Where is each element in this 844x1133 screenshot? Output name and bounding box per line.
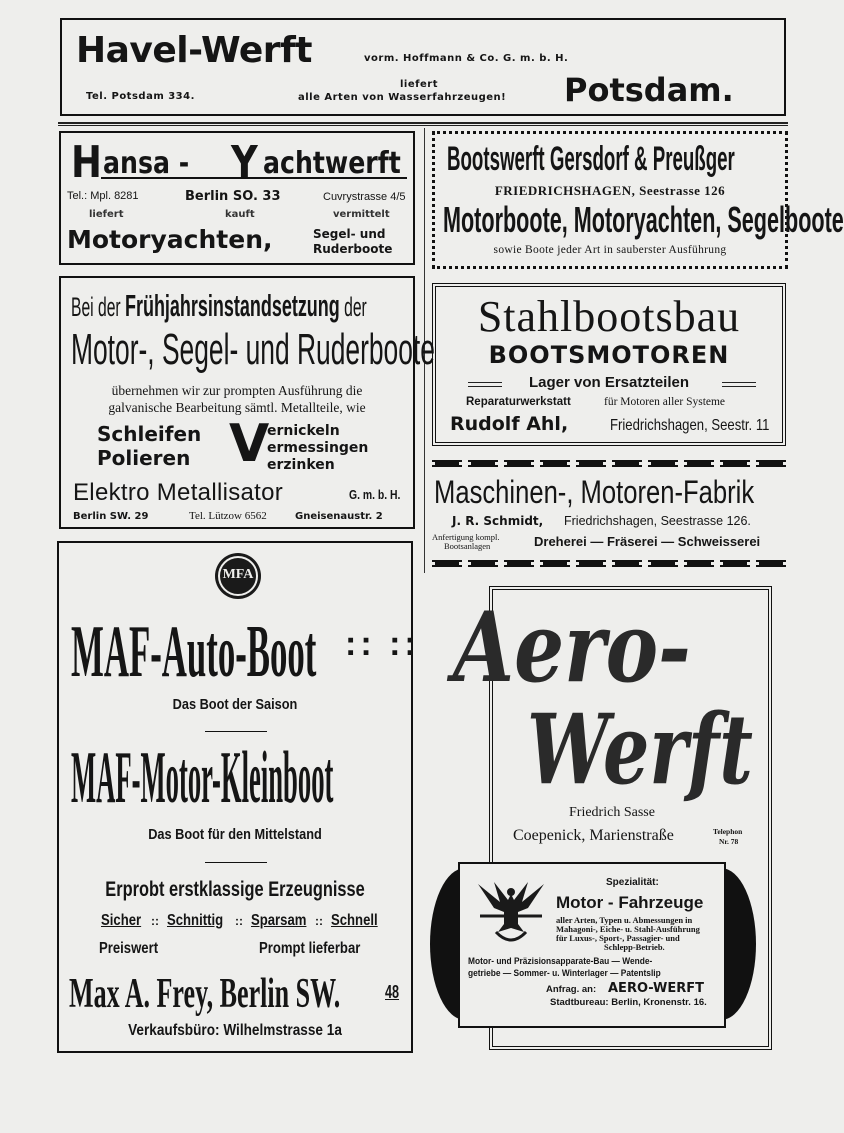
hansa-supplies: liefert bbox=[89, 209, 124, 220]
maschinen-top-bar bbox=[432, 460, 786, 467]
maf-divider-2 bbox=[205, 862, 267, 863]
maf-motor-kleinboot: MAF-Motor-Kleinboot bbox=[71, 737, 334, 819]
aero-address: Coepenick, Marienstraße bbox=[513, 827, 674, 844]
aero-tel-label: Telephon bbox=[713, 827, 743, 836]
elektro-big-v: V bbox=[229, 414, 270, 474]
stahl-address: Friedrichshagen, Seestr. 11 bbox=[610, 417, 770, 434]
maf-logo-text: MFA bbox=[222, 567, 254, 582]
top-divider bbox=[58, 122, 788, 126]
maschinen-title: Maschinen-, Motoren-Fabrik bbox=[434, 474, 755, 510]
maf-price: Preiswert bbox=[99, 940, 159, 957]
maschinen-fabrik-ad bbox=[432, 460, 786, 572]
stahlbootsbau-ad bbox=[432, 283, 786, 446]
maf-logo bbox=[215, 553, 261, 599]
elektro-line1-a: Bei der bbox=[71, 292, 125, 322]
hansa-sail: Segel- und bbox=[313, 227, 386, 241]
stahl-repair: Reparaturwerkstatt bbox=[466, 396, 571, 408]
aero-tel-number: Nr. 78 bbox=[719, 837, 739, 846]
elektro-tel: Tel. Lützow 6562 bbox=[189, 510, 267, 522]
stahl-repair-b: für Motoren aller Systeme bbox=[604, 396, 726, 408]
gersdorf-preussger-ad bbox=[432, 131, 844, 269]
gersdorf-title: Bootswerft Gersdorf & Preußger bbox=[447, 140, 735, 178]
maf-sep-2: :: bbox=[235, 914, 243, 928]
aero-owner: Friedrich Sasse bbox=[569, 805, 655, 820]
havel-werft-ad bbox=[60, 18, 786, 116]
aero-desc-3: für Luxus-, Sport-, Passagier- und bbox=[556, 933, 680, 943]
hansa-row: Ruderboote bbox=[313, 242, 393, 256]
aero-desc-2: Mahagoni-, Eiche- u. Stahl-Ausführung bbox=[556, 924, 700, 934]
maf-tagline-1: Das Boot der Saison bbox=[172, 696, 298, 713]
maf-owner: Max A. Frey, Berlin SW. bbox=[69, 971, 341, 1017]
elektro-polishing: Polieren bbox=[97, 446, 191, 470]
gersdorf-address: FRIEDRICHSHAGEN, Seestrasse 126 bbox=[494, 183, 726, 198]
stahl-stock: Lager von Ersatzteilen bbox=[528, 374, 690, 391]
aero-desc-1: aller Arten, Typen u. Abmessungen in bbox=[556, 915, 693, 925]
maf-fast: Schnell bbox=[331, 912, 378, 929]
hansa-cap-y: Y bbox=[231, 137, 258, 188]
maschinen-small1: Anfertigung kompl. bbox=[432, 532, 500, 542]
hansa-motoryachts: Motoryachten, bbox=[67, 225, 273, 254]
havel-werft-name: Havel-Werft bbox=[76, 30, 312, 71]
aero-inquiry: Anfrag. an: bbox=[546, 984, 597, 995]
elektro-company: Elektro Metallisator bbox=[73, 479, 284, 506]
aero-word: Aero- bbox=[453, 591, 691, 704]
elektro-line3: übernehmen wir zur prompten Ausführung die bbox=[111, 383, 363, 398]
maf-auto-boot: MAF-Auto-Boot bbox=[71, 611, 317, 693]
maf-delivery: Prompt lieferbar bbox=[259, 940, 361, 957]
werft-word: Werft bbox=[527, 693, 753, 806]
hansa-brokers: vermittelt bbox=[333, 209, 390, 220]
aero-inquiry-name: AERO-WERFT bbox=[608, 981, 705, 996]
eagle-icon bbox=[474, 876, 548, 948]
aero-more-2: getriebe — Sommer- u. Winterlager — Patentslip bbox=[468, 968, 661, 979]
havel-werft-supplies-2: alle Arten von Wasserfahrzeugen! bbox=[298, 92, 507, 103]
hansa-tel: Tel.: Mpl. 8281 bbox=[67, 190, 139, 202]
maf-tagline-2: Das Boot für den Mittelstand bbox=[148, 826, 322, 843]
maf-sep-3: :: bbox=[315, 914, 323, 928]
aero-more-1: Motor- und Präzisionsapparate-Bau — Wende- bbox=[468, 956, 653, 967]
elektro-line1 bbox=[71, 290, 367, 321]
elektro-nickel: ernickeln bbox=[267, 423, 340, 439]
hansa-buys: kauft bbox=[225, 209, 255, 220]
maf-proven: Erprobt erstklassige Erzeugnisse bbox=[105, 878, 365, 901]
elektro-line2: Motor-, Segel- und Ruderboote bbox=[71, 325, 435, 374]
aero-product: Motor - Fahrzeuge bbox=[556, 893, 704, 912]
maschinen-services: Dreherei — Fräserei — Schweisserei bbox=[534, 534, 761, 549]
maschinen-address: Friedrichshagen, Seestrasse 126. bbox=[564, 514, 751, 528]
maf-district: 48 bbox=[385, 982, 400, 1002]
aero-motor-box bbox=[458, 862, 726, 1028]
maf-safe: Sicher bbox=[101, 912, 142, 929]
maf-ad bbox=[57, 541, 420, 1053]
hansa-name-a: ansa - bbox=[103, 146, 190, 181]
hansa-city: Berlin SO. 33 bbox=[185, 189, 281, 204]
elektro-line4: galvanische Bearbeitung sämtl. Metallteile, wie bbox=[108, 400, 366, 415]
hansa-underline bbox=[101, 177, 407, 179]
elektro-gmbh: G. m. b. H. bbox=[349, 487, 401, 502]
havel-werft-tel: Tel. Potsdam 334. bbox=[86, 91, 195, 102]
hansa-name-b: achtwerft bbox=[263, 146, 401, 181]
stahl-title: Stahlbootsbau bbox=[477, 292, 741, 341]
maf-stylish: Schnittig bbox=[167, 912, 224, 929]
havel-werft-supplies: liefert bbox=[400, 79, 438, 90]
elektro-street: Gneisenaustr. 2 bbox=[295, 511, 383, 522]
hansa-street: Cuvrystrasse 4/5 bbox=[323, 191, 406, 203]
stahl-owner: Rudolf Ahl, bbox=[450, 413, 569, 435]
elektro-line1-b: Frühjahrsinstandsetzung bbox=[124, 288, 340, 323]
gersdorf-sub: sowie Boote jeder Art in sauberster Ausführung bbox=[493, 244, 727, 256]
maschinen-bottom-bar bbox=[432, 560, 786, 567]
aero-office: Stadtbureau: Berlin, Kronenstr. 16. bbox=[550, 997, 707, 1008]
elektro-brass: ermessingen bbox=[267, 440, 369, 456]
maf-economical: Sparsam bbox=[251, 912, 307, 929]
aero-desc-4: Schlepp-Betrieb. bbox=[604, 942, 665, 952]
maf-divider-1 bbox=[205, 731, 267, 732]
havel-werft-city: Potsdam. bbox=[564, 71, 734, 109]
maf-colons: :: :: bbox=[345, 625, 420, 663]
elektro-zinc: erzinken bbox=[267, 457, 335, 473]
maf-sep-1: :: bbox=[151, 914, 159, 928]
aero-spec-label: Spezialität: bbox=[606, 877, 659, 888]
hansa-cap-h: H bbox=[71, 137, 102, 188]
stahl-engines: BOOTSMOTOREN bbox=[488, 341, 730, 369]
elektro-line1-c: der bbox=[339, 292, 367, 322]
elektro-grinding: Schleifen bbox=[97, 422, 202, 446]
maschinen-owner: J. R. Schmidt, bbox=[452, 514, 544, 528]
gersdorf-boats: Motorboote, Motoryachten, Segelboote bbox=[443, 199, 844, 240]
havel-werft-former: vorm. Hoffmann & Co. G. m. b. H. bbox=[364, 53, 569, 64]
maf-office: Verkaufsbüro: Wilhelmstrasse 1a bbox=[128, 1022, 342, 1039]
elektro-metallisator-ad bbox=[59, 276, 435, 529]
stahl-rule-right bbox=[722, 382, 756, 387]
hansa-yachtwerft-ad bbox=[59, 131, 415, 265]
maschinen-small2: Bootsanlagen bbox=[444, 541, 491, 551]
elektro-city: Berlin SW. 29 bbox=[73, 511, 149, 522]
